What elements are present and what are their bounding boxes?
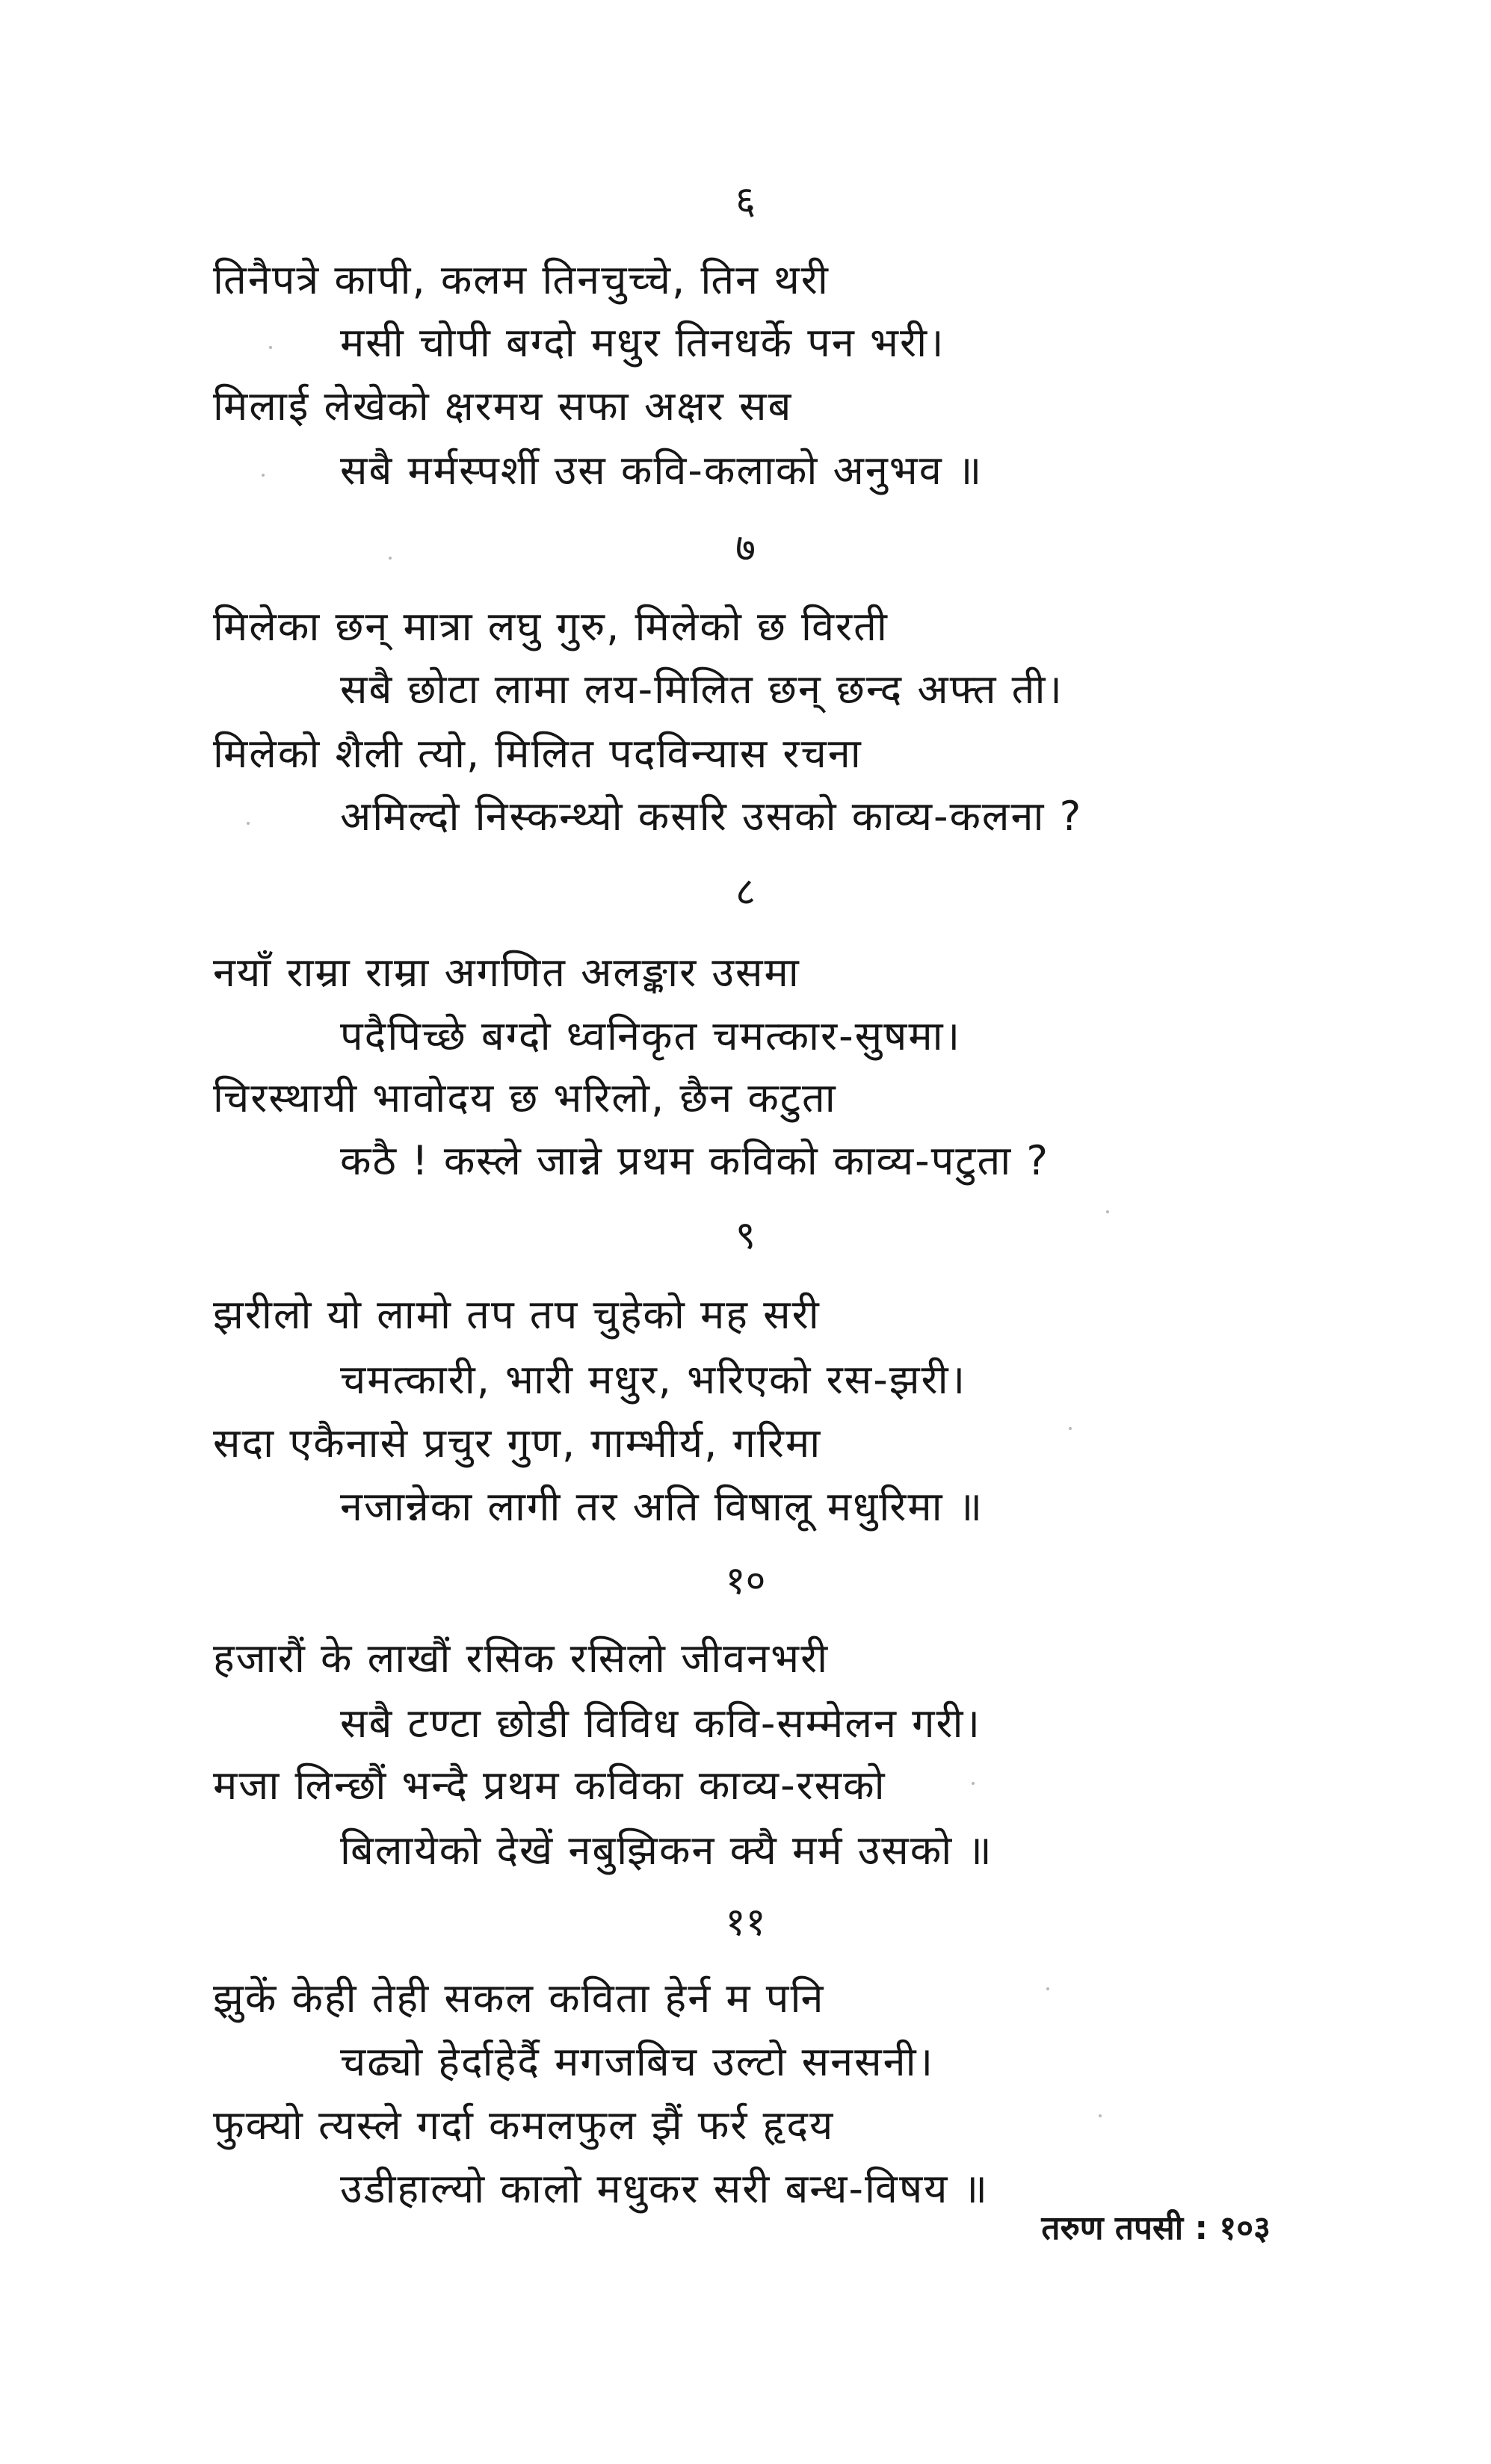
verse-line: सदा एकैनासे प्रचुर गुण, गाम्भीर्य, गरिमा (213, 1420, 822, 1467)
stanza-number: ७ (735, 526, 756, 571)
verse-line: मिलेका छन् मात्रा लघु गुरु, मिलेको छ विरती (213, 603, 889, 650)
verse-line: फुक्यो त्यस्ले गर्दा कमलफुल झैं फर्र हृदय (213, 2102, 835, 2149)
scan-speck (247, 822, 250, 825)
page-footer: तरुण तपसी : १०३ (1041, 2209, 1271, 2247)
scan-speck (1106, 1210, 1109, 1213)
verse-line: नयाँ राम्रा राम्रा अगणित अलङ्कार उसमा (213, 949, 800, 996)
verse-line: मसी चोपी बग्दो मधुर तिनधर्के पन भरी। (340, 319, 945, 366)
stanza-number: १० (725, 1558, 766, 1603)
verse-line: सबै मर्मस्पर्शी उस कवि-कलाको अनुभव ॥ (340, 447, 984, 494)
verse-line: अमिल्दो निस्कन्थ्यो कसरि उसको काव्य-कलना ? (340, 793, 1083, 840)
verse-line: मजा लिन्छौं भन्दै प्रथम कविका काव्य-रसको (213, 1762, 886, 1809)
stanza-number: ६ (735, 179, 756, 223)
verse-line: नजान्नेका लागी तर अति विषालू मधुरिमा ॥ (340, 1483, 984, 1530)
scan-speck (972, 1782, 975, 1785)
verse-line: चमत्कारी, भारी मधुर, भरिएको रस-झरी। (340, 1356, 967, 1403)
verse-line: मिलाई लेखेको क्षरमय सफा अक्षर सब (213, 383, 793, 430)
verse-line: चिरस्थायी भावोदय छ भरिलो, छैन कटुता (213, 1074, 837, 1121)
scan-speck (1099, 2114, 1102, 2117)
verse-line: सबै छोटा लामा लय-मिलित छन् छन्द अफ्त ती। (340, 666, 1064, 713)
stanza-number: ८ (735, 870, 756, 914)
verse-line: उडीहाल्यो कालो मधुकर सरी बन्ध-विषय ॥ (340, 2165, 990, 2212)
verse-line: हजारौं के लाखौं रसिक रसिलो जीवनभरी (213, 1635, 830, 1682)
scan-speck (269, 346, 272, 349)
verse-line: कठै ! कस्ले जान्ने प्रथम कविको काव्य-पटुता ? (340, 1137, 1050, 1184)
stanza-number: ११ (725, 1900, 766, 1945)
verse-line: झरीलो यो लामो तप तप चुहेको मह सरी (213, 1291, 821, 1338)
scan-speck (389, 557, 392, 560)
verse-line: चढ्यो हेर्दाहेर्दै मगजबिच उल्टो सनसनी। (340, 2038, 935, 2085)
verse-line: झुकें केही तेही सकल कविता हेर्न म पनि (213, 1975, 825, 2022)
verse-line: पदैपिच्छे बग्दो ध्वनिकृत चमत्कार-सुषमा। (340, 1012, 962, 1059)
verse-line: तिनैपत्रे कापी, कलम तिनचुच्चे, तिन थरी (213, 256, 830, 303)
scan-speck (262, 474, 265, 477)
scan-speck (1046, 1987, 1049, 1990)
verse-line: मिलेको शैली त्यो, मिलित पदविन्यास रचना (213, 730, 862, 777)
stanza-number: ९ (735, 1213, 756, 1258)
verse-line: सबै टण्टा छोडी विविध कवि-सम्मेलन गरी। (340, 1700, 982, 1747)
scan-speck (1069, 1427, 1072, 1430)
verse-line: बिलायेको देखें नबुझिकन क्यै मर्म उसको ॥ (340, 1827, 993, 1874)
